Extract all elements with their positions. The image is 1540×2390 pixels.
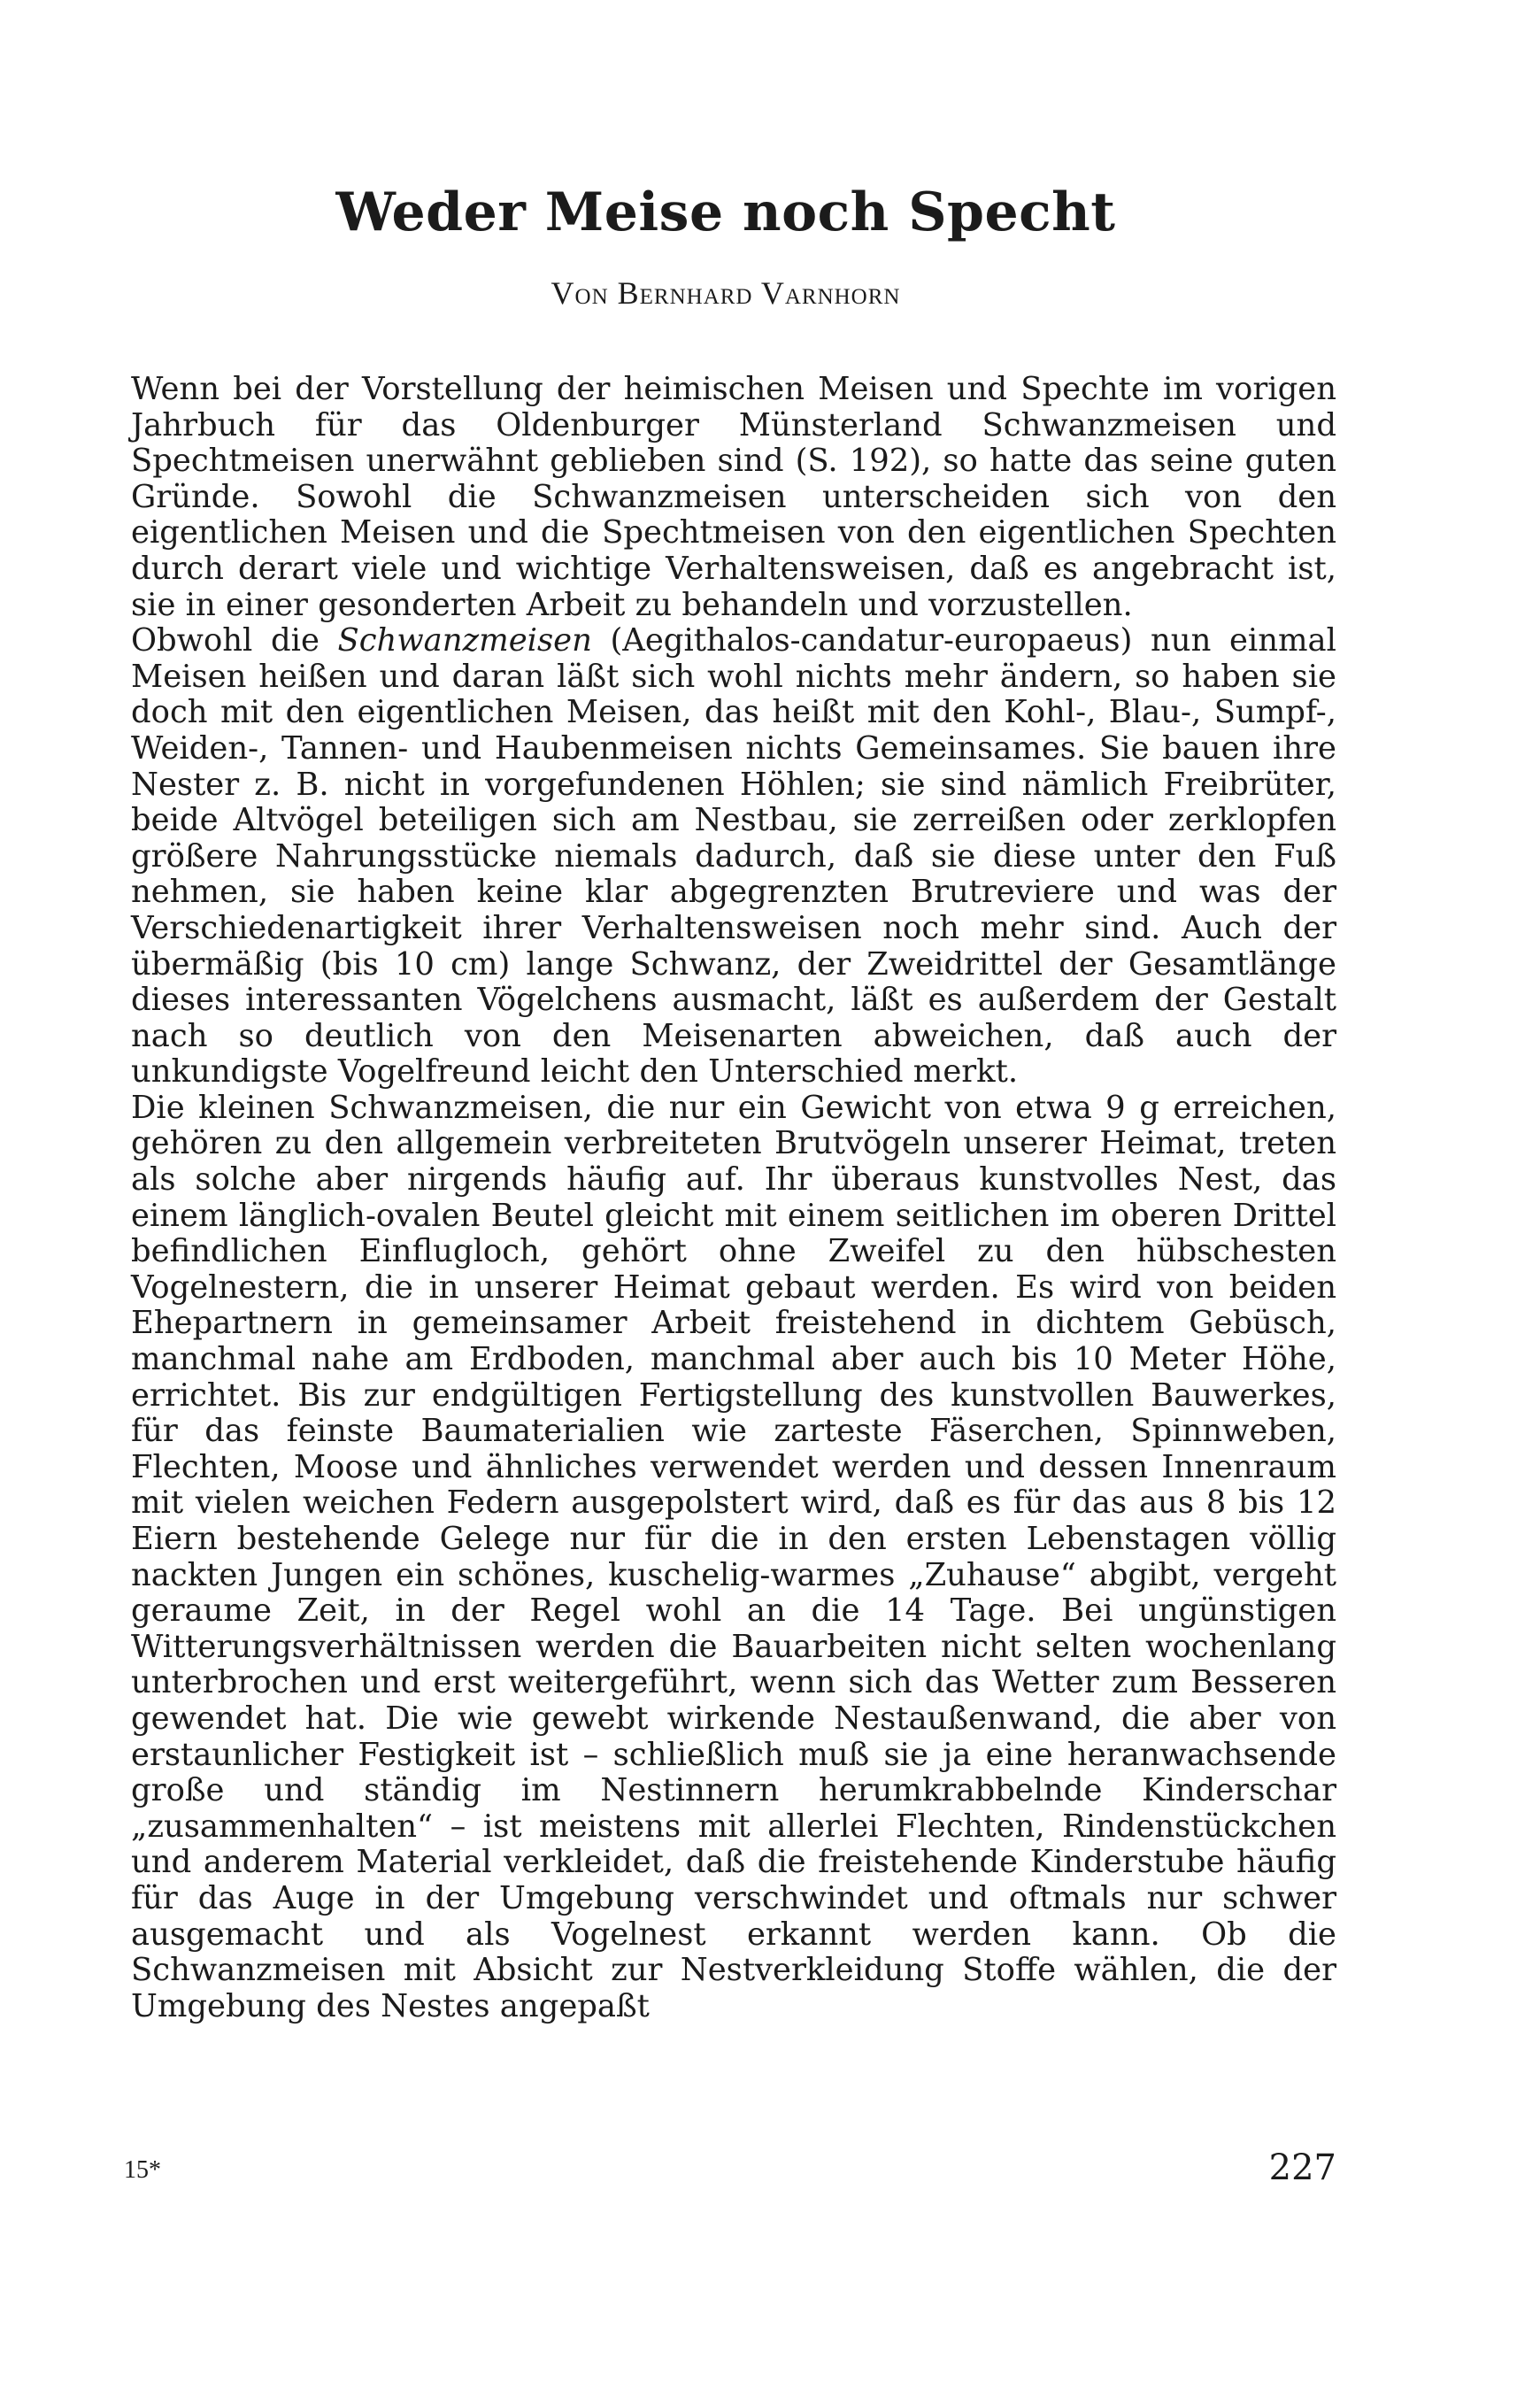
paragraph-2 xyxy=(131,623,1336,1091)
paragraph-1: Wenn bei der Vorstellung der heimischen Meisen und Spechte im vorigen Jahrbuch für das Oldenburger Münsterland Schwanzmeisen und Spechtmeisen unerwähnt geblieben sind (S. 192), so hatte das seine guten Gründe. Sowohl die Schwanzmeisen unterscheiden sich von den eigentlichen Meisen und die Spechtmeisen von den eigentlichen Spechten durch derart viele und wichtige Verhaltensweisen, daß es angebracht ist, sie in einer gesonderten Arbeit zu behandeln und vorzustellen. xyxy=(131,371,1336,623)
species-name-italic: Schwanzmeisen xyxy=(337,622,592,659)
paragraph-3: Die kleinen Schwanzmeisen, die nur ein Gewicht von etwa 9 g erreichen, gehören zu den allgemein verbreiteten Brutvögeln unserer Heimat, treten als solche aber nirgends häufig auf. Ihr überaus kunstvolles Nest, das einem länglich-ovalen Beutel gleicht mit einem seitlichen im oberen Drittel befindlichen Einflugloch, gehört ohne Zweifel zu den hübschesten Vogelnestern, die in unserer Heimat gebaut werden. Es wird von beiden Ehepartnern in gemeinsamer Arbeit freistehend in dichtem Gebüsch, manchmal nahe am Erdboden, manchmal aber auch bis 10 Meter Höhe, errichtet. Bis zur endgültigen Fertigstellung des kunstvollen Bauwerkes, für das feinste Baumaterialien wie zarteste Fäserchen, Spinnweben, Flechten, Moose und ähnliches verwendet werden und dessen Innenraum mit vielen weichen Federn ausgepolstert wird, daß es für das aus 8 bis 12 Eiern bestehende Gelege nur für die in den ersten Lebenstagen völlig nackten Jungen ein schönes, kuschelig-warmes „Zuhause“ abgibt, vergeht geraume Zeit, in der Regel wohl an die 14 Tage. Bei ungünstigen Witterungsverhältnissen werden die Bauarbeiten nicht selten wochenlang unterbrochen und erst weitergeführt, wenn sich das Wetter zum Besseren gewendet hat. Die wie gewebt wirkende Nestaußenwand, die aber von erstaunlicher Festigkeit ist – schließlich muß sie ja eine heranwachsende große und ständig im Nestinnern herumkrabbelnde Kinderschar „zusammenhalten“ – ist meistens mit allerlei Flechten, Rindenstückchen und anderem Material verkleidet, daß die freistehende Kinderstube häufig für das Auge in der Umgebung verschwindet und oftmals nur schwer ausgemacht und als Vogelnest erkannt werden kann. Ob die Schwanzmeisen mit Absicht zur Nestverkleidung Stoffe wählen, die der Umgebung des Nestes angepaßt xyxy=(131,1089,1336,2024)
page-number: 227 xyxy=(1268,2147,1336,2188)
article-body xyxy=(131,372,1336,2024)
signature-mark: 15* xyxy=(124,2156,161,2184)
paragraph-2-rest: (Aegithalos-candatur-europaeus) nun einmal Meisen heißen und daran läßt sich wohl nichts mehr ändern, so haben sie doch mit den eigentlichen Meisen, das heißt mit den Kohl-, Blau-, Sumpf-, Weiden-, Tannen- und Haubenmeisen nichts Gemeinsames. Sie bauen ihre Nester z. B. nicht in vorgefundenen Höhlen; sie sind nämlich Freibrüter, beide Altvögel beteiligen sich am Nestbau, sie zerreißen oder zerklopfen größere Nahrungsstücke niemals dadurch, daß sie diese unter den Fuß nehmen, sie haben keine klar abgegrenzten Brutreviere und was der Verschiedenartigkeit ihrer Verhaltensweisen noch mehr sind. Auch der übermäßig (bis 10 cm) lange Schwanz, der Zweidrittel der Gesamtlänge dieses interessanten Vögelchens ausmacht, läßt es außerdem der Gestalt nach so deutlich von den Meisenarten abweichen, daß auch der unkundigste Vogelfreund leicht den Unterschied merkt. xyxy=(131,622,1336,1091)
article-title: Weder Meise noch Specht xyxy=(335,181,1116,243)
paragraph-2-lead: Obwohl die xyxy=(131,622,338,659)
article-author: Von Bernhard Varnhorn xyxy=(551,275,901,311)
